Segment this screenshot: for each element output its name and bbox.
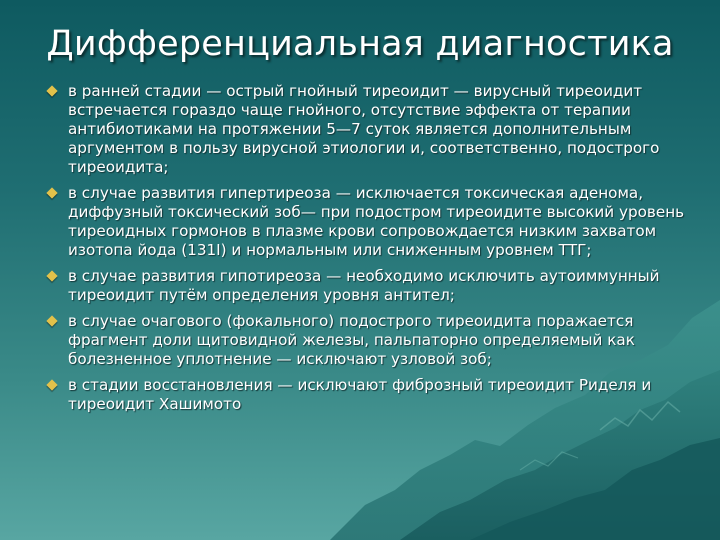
diamond-bullet-icon [46, 187, 57, 198]
bullet-item [45, 267, 693, 305]
slide-title: Дифференциальная диагностика [46, 24, 674, 64]
bullet-text: в случае очагового (фокального) подострого тиреоидита поражается фрагмент доли щитовидной железы, пальпаторно определяемый как болезненное уплотнение — исключают узловой зоб; [68, 312, 635, 368]
bullet-text: в случае развития гипертиреоза — исключается токсическая аденома, диффузный токсический зоб— при подостром тиреоидите высокий уровень тиреоидных гормонов в плазме крови сопровождается низким захватом изотопа йода (131I) и нормальным или сниженным уровнем ТТГ; [68, 184, 685, 259]
bullet-list [45, 82, 693, 421]
bullet-item [45, 312, 693, 369]
diamond-bullet-icon [46, 85, 57, 96]
bullet-item [45, 184, 693, 260]
diamond-bullet-icon [46, 379, 57, 390]
bullet-item [45, 82, 693, 177]
bullet-item [45, 376, 693, 414]
bullet-text: в ранней стадии — острый гнойный тиреоидит — вирусный тиреоидит встречается гораздо чаще гнойного, отсутствие эффекта от терапии антибиотиками на протяжении 5—7 суток является дополнительным аргументом в пользу вирусной этиологии и, соответственно, подострого тиреоидита; [68, 82, 660, 176]
diamond-bullet-icon [46, 270, 57, 281]
diamond-bullet-icon [46, 315, 57, 326]
bullet-text: в стадии восстановления — исключают фиброзный тиреоидит Риделя и тиреоидит Хашимото [68, 376, 652, 413]
bullet-text: в случае развития гипотиреоза — необходимо исключить аутоиммунный тиреоидит путём определения уровня антител; [68, 267, 660, 304]
